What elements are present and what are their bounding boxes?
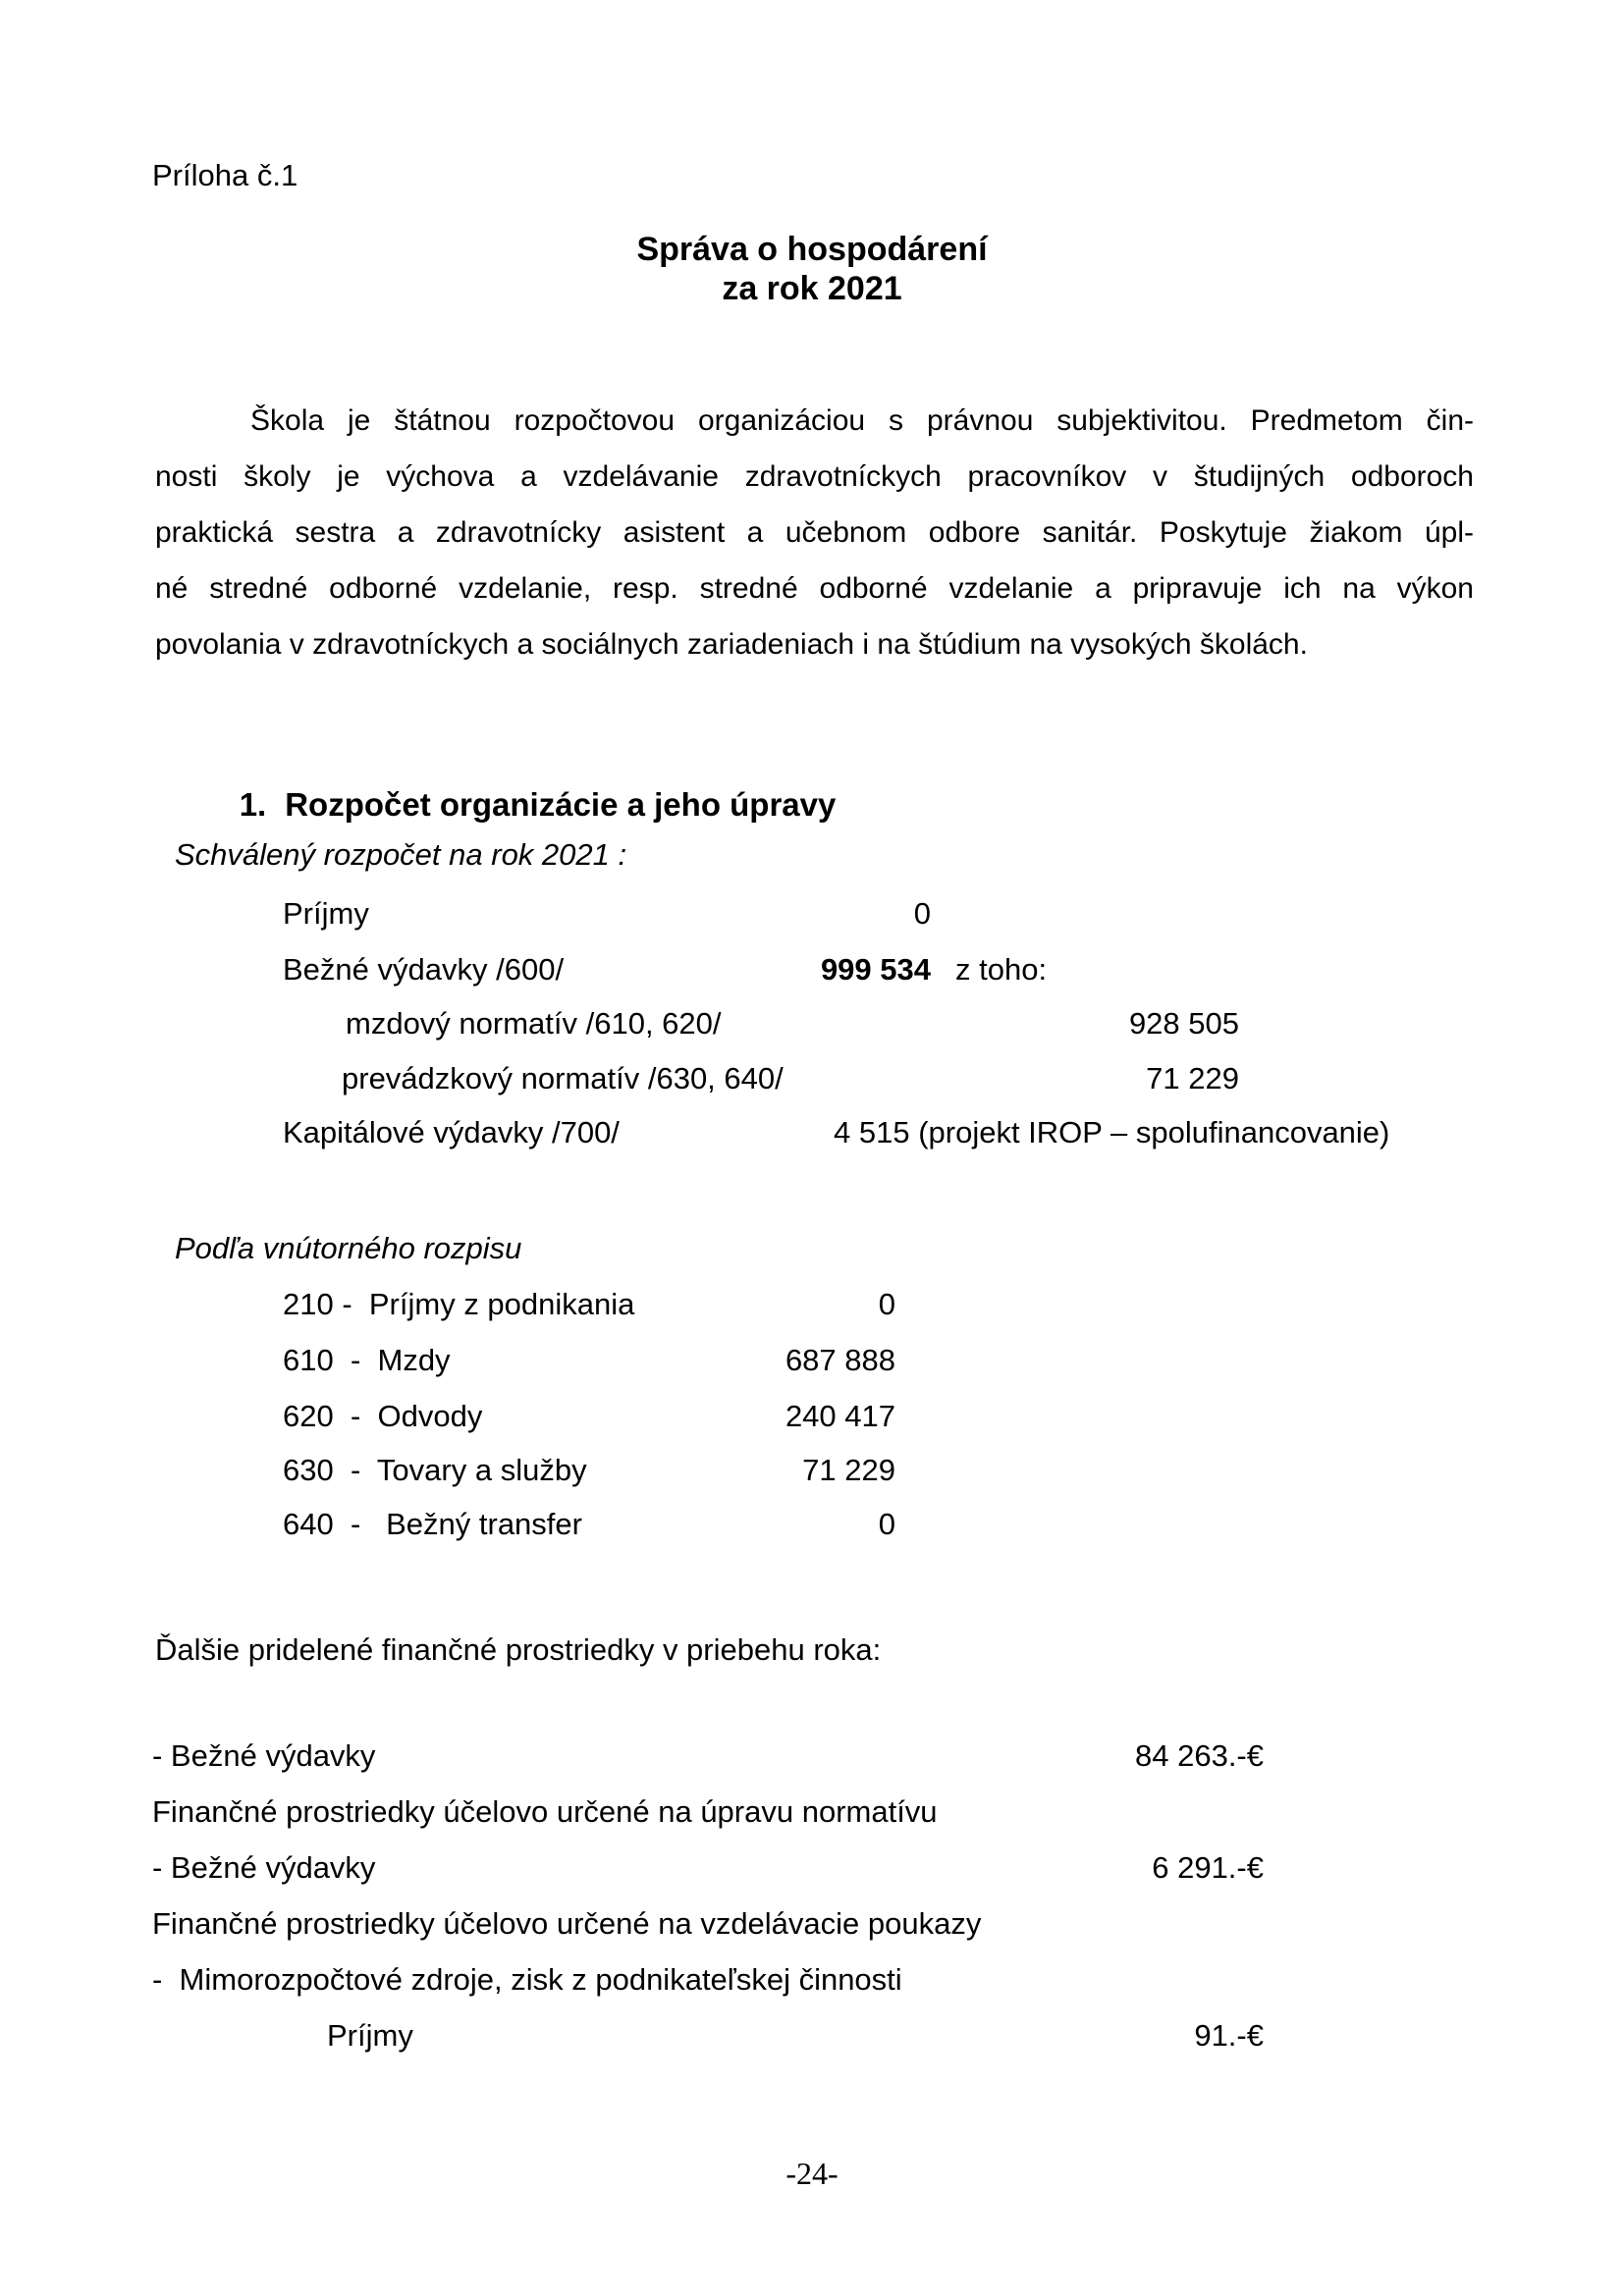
breakdown-row-640-value: 0 [878, 1507, 895, 1541]
intro-paragraph-line: praktická sestra a zdravotnícky asistent a učebnom odbore sanitár. Poskytuje žiakom úpl- [155, 516, 1474, 549]
additional-row-prijmy-label: Príjmy [327, 2018, 413, 2053]
breakdown-row-610-label: 610 - Mzdy [283, 1343, 451, 1377]
breakdown-row-630-value: 71 229 [802, 1453, 895, 1487]
section-1-number: 1. [239, 786, 267, 823]
breakdown-row-210-label: 210 - Príjmy z podnikania [283, 1287, 635, 1321]
budget-row-prevadzkovy-label: prevádzkový normatív /630, 640/ [342, 1061, 784, 1095]
additional-row-bezne2-label: - Bežné výdavky [152, 1850, 376, 1885]
additional-row-poukazy-label: Finančné prostriedky účelovo určené na vzdelávacie poukazy [152, 1906, 982, 1941]
budget-row-prijmy-value: 0 [913, 896, 931, 931]
additional-funds-heading: Ďalšie pridelené finančné prostriedky v priebehu roka: [155, 1632, 882, 1667]
additional-row-mimorozpoctove-label: - Mimorozpočtové zdroje, zisk z podnikateľskej činnosti [152, 1962, 902, 1997]
additional-row-bezne1-value: 84 263.-€ [1135, 1738, 1264, 1773]
budget-row-kapitalove-value: 4 515 (projekt IROP – spolufinancovanie) [834, 1115, 1390, 1149]
budget-row-mzdovy-label: mzdový normatív /610, 620/ [346, 1006, 722, 1041]
breakdown-row-630-label: 630 - Tovary a služby [283, 1453, 587, 1487]
budget-row-bezne-label: Bežné výdavky /600/ [283, 952, 565, 987]
budget-row-prijmy-label: Príjmy [283, 896, 369, 931]
internal-breakdown-heading: Podľa vnútorného rozpisu [175, 1231, 522, 1265]
budget-row-kapitalove-label: Kapitálové výdavky /700/ [283, 1115, 620, 1149]
breakdown-row-610-value: 687 888 [785, 1343, 895, 1377]
intro-paragraph [155, 393, 1474, 672]
additional-row-prijmy-value: 91.-€ [1194, 2018, 1264, 2053]
budget-row-bezne-value: 999 534 [820, 952, 931, 987]
breakdown-row-210-value: 0 [878, 1287, 895, 1321]
intro-paragraph-line: nosti školy je výchova a vzdelávanie zdravotníckych pracovníkov v študijných odboroch [155, 460, 1474, 493]
breakdown-row-640-label: 640 - Bežný transfer [283, 1507, 582, 1541]
intro-paragraph-line: Škola je štátnou rozpočtovou organizáciou s právnou subjektivitou. Predmetom čin- [250, 404, 1474, 437]
intro-paragraph-line: povolania v zdravotníckych a sociálnych zariadeniach i na štúdium na vysokých školách. [155, 628, 1308, 661]
section-1-title: Rozpočet organizácie a jeho úpravy [285, 786, 837, 823]
additional-row-bezne1-label: - Bežné výdavky [152, 1738, 376, 1773]
page-number: -24- [785, 2156, 839, 2191]
breakdown-row-620-value: 240 417 [785, 1399, 895, 1433]
document-title-line1: Správa o hospodárení [636, 231, 988, 268]
approved-budget-heading: Schválený rozpočet na rok 2021 : [175, 837, 627, 872]
additional-row-normativ-label: Finančné prostriedky účelovo určené na úpravu normatívu [152, 1794, 938, 1829]
breakdown-row-620-label: 620 - Odvody [283, 1399, 483, 1433]
budget-row-prevadzkovy-value: 71 229 [1146, 1061, 1239, 1095]
document-title-line2: za rok 2021 [722, 270, 902, 307]
budget-row-mzdovy-value: 928 505 [1128, 1006, 1239, 1041]
intro-paragraph-line: né stredné odborné vzdelanie, resp. stredné odborné vzdelanie a pripravuje ich na výkon [155, 572, 1474, 605]
budget-row-bezne-suffix: z toho: [955, 952, 1048, 987]
additional-row-bezne2-value: 6 291.-€ [1152, 1850, 1264, 1885]
annotation-priloha: Príloha č.1 [152, 158, 298, 192]
document-title [0, 230, 1624, 308]
